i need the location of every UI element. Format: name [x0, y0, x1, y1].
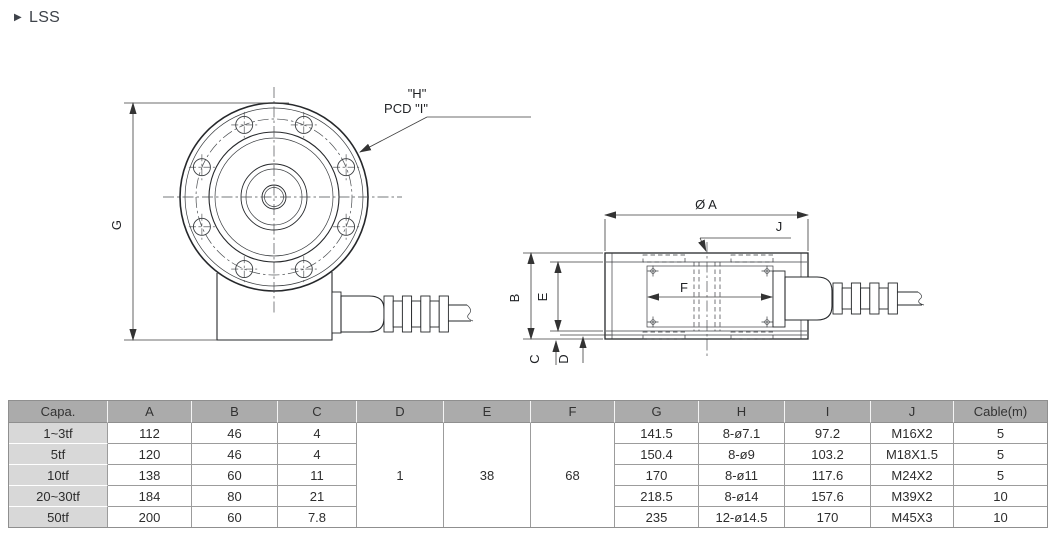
dim-c — [527, 341, 556, 365]
cell-b: 46 — [192, 444, 278, 465]
cell-i: 117.6 — [785, 465, 871, 486]
bullet-arrow-icon: ▶ — [14, 12, 22, 23]
cell-h: 12-ø14.5 — [699, 507, 785, 527]
page-title-text: LSS — [29, 9, 61, 26]
cell-i: 97.2 — [785, 423, 871, 444]
cell-c: 7.8 — [278, 507, 357, 527]
col-header-i: I — [785, 401, 871, 423]
cable-side — [897, 292, 922, 305]
label-pcd-i: PCD "I" — [384, 101, 428, 116]
cell-c: 4 — [278, 423, 357, 444]
cell-g: 235 — [615, 507, 699, 527]
dim-b — [507, 253, 603, 339]
cell-f-merged: 68 — [531, 423, 615, 527]
cell-e-merged: 38 — [444, 423, 531, 527]
cell-j: M45X3 — [871, 507, 954, 527]
cell-capa: 5tf — [9, 444, 108, 465]
cable-gland-front — [332, 292, 473, 333]
cell-cable: 10 — [954, 486, 1047, 507]
label-h: "H" — [407, 86, 427, 101]
cell-h: 8-ø11 — [699, 465, 785, 486]
cell-c: 4 — [278, 444, 357, 465]
col-header-g: G — [615, 401, 699, 423]
cell-i: 157.6 — [785, 486, 871, 507]
col-header-a: A — [108, 401, 192, 423]
cell-j: M16X2 — [871, 423, 954, 444]
cell-cable: 5 — [954, 465, 1047, 486]
cell-capa: 50tf — [9, 507, 108, 527]
cell-capa: 10tf — [9, 465, 108, 486]
col-header-j: J — [871, 401, 954, 423]
col-header-e: E — [444, 401, 531, 423]
front-view — [109, 86, 531, 340]
cell-b: 60 — [192, 465, 278, 486]
dim-label-dia-a: Ø A — [695, 197, 717, 212]
dim-label-d: D — [556, 354, 571, 364]
dim-e — [535, 262, 603, 331]
cell-h: 8-ø9 — [699, 444, 785, 465]
col-header-b: B — [192, 401, 278, 423]
dim-label-e: E — [535, 292, 550, 302]
cell-a: 120 — [108, 444, 192, 465]
cell-g: 141.5 — [615, 423, 699, 444]
dim-j — [700, 219, 791, 251]
header-row — [9, 401, 1047, 423]
dim-label-g: G — [109, 219, 124, 231]
cell-cable: 5 — [954, 423, 1047, 444]
cell-i: 103.2 — [785, 444, 871, 465]
dim-label-f: F — [680, 280, 688, 295]
dimensional-drawing — [0, 55, 1054, 400]
table-row — [9, 423, 1047, 444]
col-header-d: D — [357, 401, 444, 423]
col-header-c: C — [278, 401, 357, 423]
cell-c: 11 — [278, 465, 357, 486]
cell-capa: 1~3tf — [9, 423, 108, 444]
page-title — [14, 9, 60, 27]
side-view — [507, 197, 924, 365]
col-header-f: F — [531, 401, 615, 423]
cell-g: 218.5 — [615, 486, 699, 507]
col-header-h: H — [699, 401, 785, 423]
cable-gland-side — [773, 271, 924, 327]
cell-b: 80 — [192, 486, 278, 507]
dim-label-c: C — [527, 354, 542, 364]
spec-table — [8, 400, 1048, 528]
cell-h: 8-ø14 — [699, 486, 785, 507]
hole-callout — [360, 86, 531, 152]
cell-h: 8-ø7.1 — [699, 423, 785, 444]
dim-label-j: J — [775, 219, 783, 234]
cell-c: 21 — [278, 486, 357, 507]
cell-d-merged: 1 — [357, 423, 444, 527]
cell-capa: 20~30tf — [9, 486, 108, 507]
cell-cable: 5 — [954, 444, 1047, 465]
cell-b: 60 — [192, 507, 278, 527]
cell-g: 150.4 — [615, 444, 699, 465]
cable-front — [448, 305, 471, 321]
col-header-capa: Capa. — [9, 401, 108, 423]
cell-a: 184 — [108, 486, 192, 507]
cell-a: 112 — [108, 423, 192, 444]
cell-j: M18X1.5 — [871, 444, 954, 465]
cell-j: M39X2 — [871, 486, 954, 507]
cell-i: 170 — [785, 507, 871, 527]
cell-g: 170 — [615, 465, 699, 486]
cell-cable: 10 — [954, 507, 1047, 527]
col-header-cable: Cable(m) — [954, 401, 1047, 423]
dim-label-b: B — [507, 293, 522, 303]
cell-a: 200 — [108, 507, 192, 527]
cell-a: 138 — [108, 465, 192, 486]
cell-b: 46 — [192, 423, 278, 444]
cell-j: M24X2 — [871, 465, 954, 486]
